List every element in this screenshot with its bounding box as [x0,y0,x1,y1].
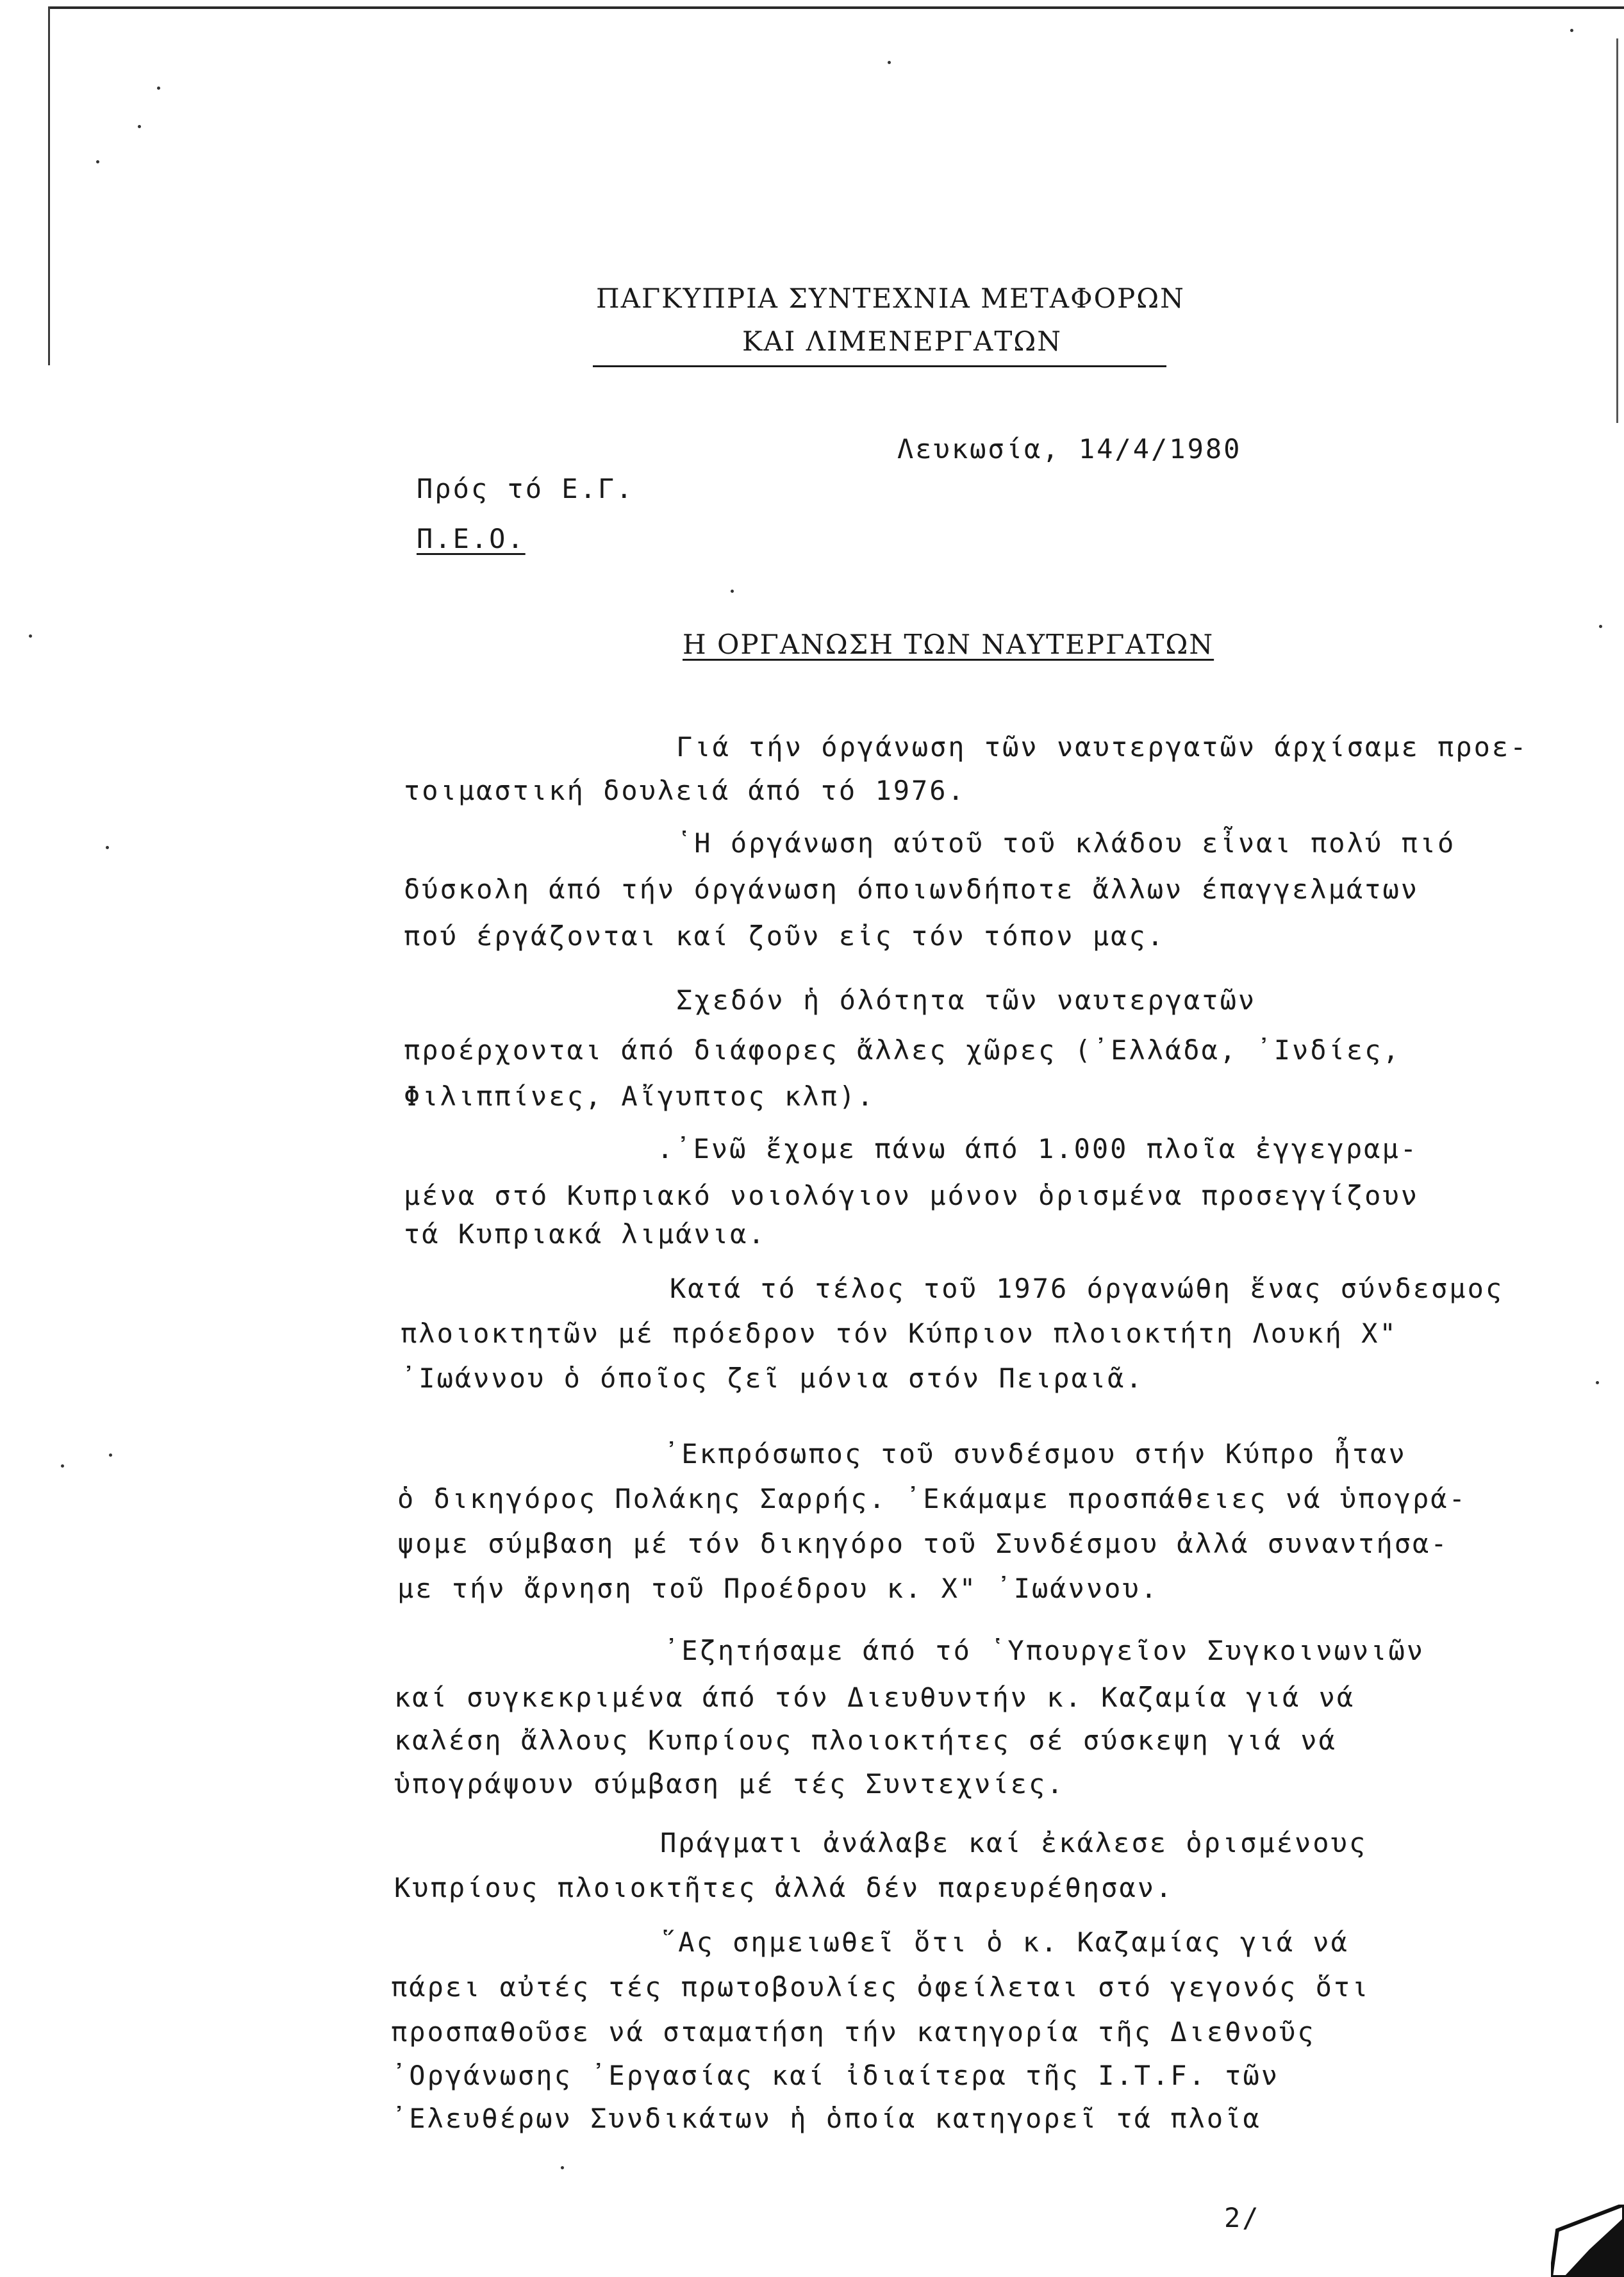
body-line: μένα στό Κυπριακό νοιολόγιον μόνον ὁρισμένα προσεγγίζουν [404,1180,1420,1211]
scan-border-top [48,6,1624,9]
body-line: τά Κυπριακά λιμάνια. [404,1218,766,1250]
body-line: προσπαθοῦσε νά σταματήση τήν κατηγορία τῆς Διεθνοῦς [391,2016,1316,2048]
scan-speck [888,61,891,64]
body-line: ᾽Εκπρόσωπος τοῦ συνδέσμου στήν Κύπρο ἦταν [663,1438,1407,1470]
scan-speck [561,2166,564,2169]
recipient-line-2: Π.Ε.Ο. [417,523,526,554]
body-line: με τήν ἄρνηση τοῦ Προέδρου κ. Χ" ᾽Ιωάννου. [397,1573,1159,1604]
scan-speck [1599,625,1602,628]
body-line: προέρχονται άπό διάφορες ἄλλες χῶρες (᾽Ελλάδα, ᾽Ινδίες, [404,1034,1401,1066]
scan-speck [96,160,99,163]
body-line: ᾽Εζητήσαμε άπό τό ῾Υπουργεῖον Συγκοινωνιῶν [663,1635,1425,1666]
body-line: πάρει αὐτές τές πρωτοβουλίες ὀφείλεται στό γεγονός ὅτι [391,1971,1370,2003]
scan-speck [109,1453,112,1457]
body-line: καί συγκεκριμένα άπό τόν Διευθυντήν κ. Καζαμία γιά νά [394,1682,1355,1713]
body-line: Γιά τήν όργάνωση τῶν ναυτεργατῶν άρχίσαμε προε- [676,731,1529,763]
place-date: Λευκωσία, 14/4/1980 [897,433,1242,465]
letterhead-underline [593,365,1166,367]
body-line: ᾽Οργάνωσης ᾽Εργασίας καί ἰδιαίτερα τῆς I.T.F. τῶν [391,2060,1280,2091]
scan-speck [1596,1381,1599,1384]
scan-speck [1570,29,1573,32]
scan-speck [61,1464,64,1468]
scan-speck [106,846,109,849]
body-line: πού έργάζονται καί ζοῦν εἰς τόν τόπον μας. [404,920,1166,952]
scan-border-left [48,6,50,365]
scan-speck [29,634,32,638]
body-line: Κυπρίους πλοιοκτῆτες ἀλλά δέν παρευρέθησαν. [394,1872,1174,1903]
corner-scan-artifact [1551,2205,1624,2277]
body-line: ὑπογράψουν σύμβαση μέ τές Συντεχνίες. [394,1768,1065,1800]
scan-border-right [1616,38,1618,423]
body-line: Πράγματι ἀνάλαβε καί ἐκάλεσε ὁρισμένους [660,1827,1368,1859]
body-line: καλέση ἄλλους Κυπρίους πλοιοκτήτες σέ σύσκεψη γιά νά [394,1725,1337,1756]
body-line: ψομε σύμβαση μέ τόν δικηγόρο τοῦ Συνδέσμου ἀλλά συναντήσα- [397,1528,1449,1559]
body-line: ὁ δικηγόρος Πολάκης Σαρρής. ᾽Εκάμαμε προσπάθειες νά ὑπογρά- [397,1483,1467,1514]
body-line: τοιμαστική δουλειά άπό τό 1976. [404,775,966,806]
body-line: .᾽Ενῶ ἔχομε πάνω άπό 1.000 πλοῖα ἐγγεγραμ- [657,1133,1419,1164]
scan-speck [731,590,734,593]
recipient-line-1: Πρός τό Ε.Γ. [417,473,634,504]
body-line: Φιλιππίνες, Αἴγυπτος κλπ). [404,1081,875,1112]
page-continuation-marker: 2/ [1224,2202,1261,2233]
body-line: πλοιοκτητῶν μέ πρόεδρον τόν Κύπριον πλοιοκτήτη Λουκή Χ" [401,1318,1398,1349]
letterhead-line-2: ΚΑΙ ΛΙΜΕΝΕΡΓΑΤΩΝ [742,326,1062,357]
body-line: Σχεδόν ἡ όλότητα τῶν ναυτεργατῶν [676,984,1257,1016]
letterhead-line-1: ΠΑΓΚΥΠΡΙΑ ΣΥΝΤΕΧΝΙΑ ΜΕΤΑΦΟΡΩΝ [596,283,1185,314]
scan-speck [157,87,160,90]
body-line: δύσκολη άπό τήν όργάνωση όποιωνδήποτε ἄλλων έπαγγελμάτων [404,874,1420,905]
body-line: Κατά τό τέλος τοῦ 1976 όργανώθη ἕνας σύνδεσμος [670,1273,1504,1304]
body-line: ᾽Ελευθέρων Συνδικάτων ἡ ὁποία κατηγορεῖ τά πλοῖα [391,2103,1261,2134]
body-line: ῾Η όργάνωση αύτοῦ τοῦ κλάδου εἶναι πολύ πιό [676,827,1456,859]
scan-speck [138,125,141,128]
body-line: ᾽Ιωάννου ὁ όποῖος ζεῖ μόνια στόν Πειραιᾶ. [401,1362,1144,1394]
body-line: ῞Ας σημειωθεῖ ὅτι ὁ κ. Καζαμίας γιά νά [660,1926,1349,1958]
subject-heading: Η ΟΡΓΑΝΩΣΗ ΤΩΝ ΝΑΥΤΕΡΓΑΤΩΝ [683,629,1214,660]
